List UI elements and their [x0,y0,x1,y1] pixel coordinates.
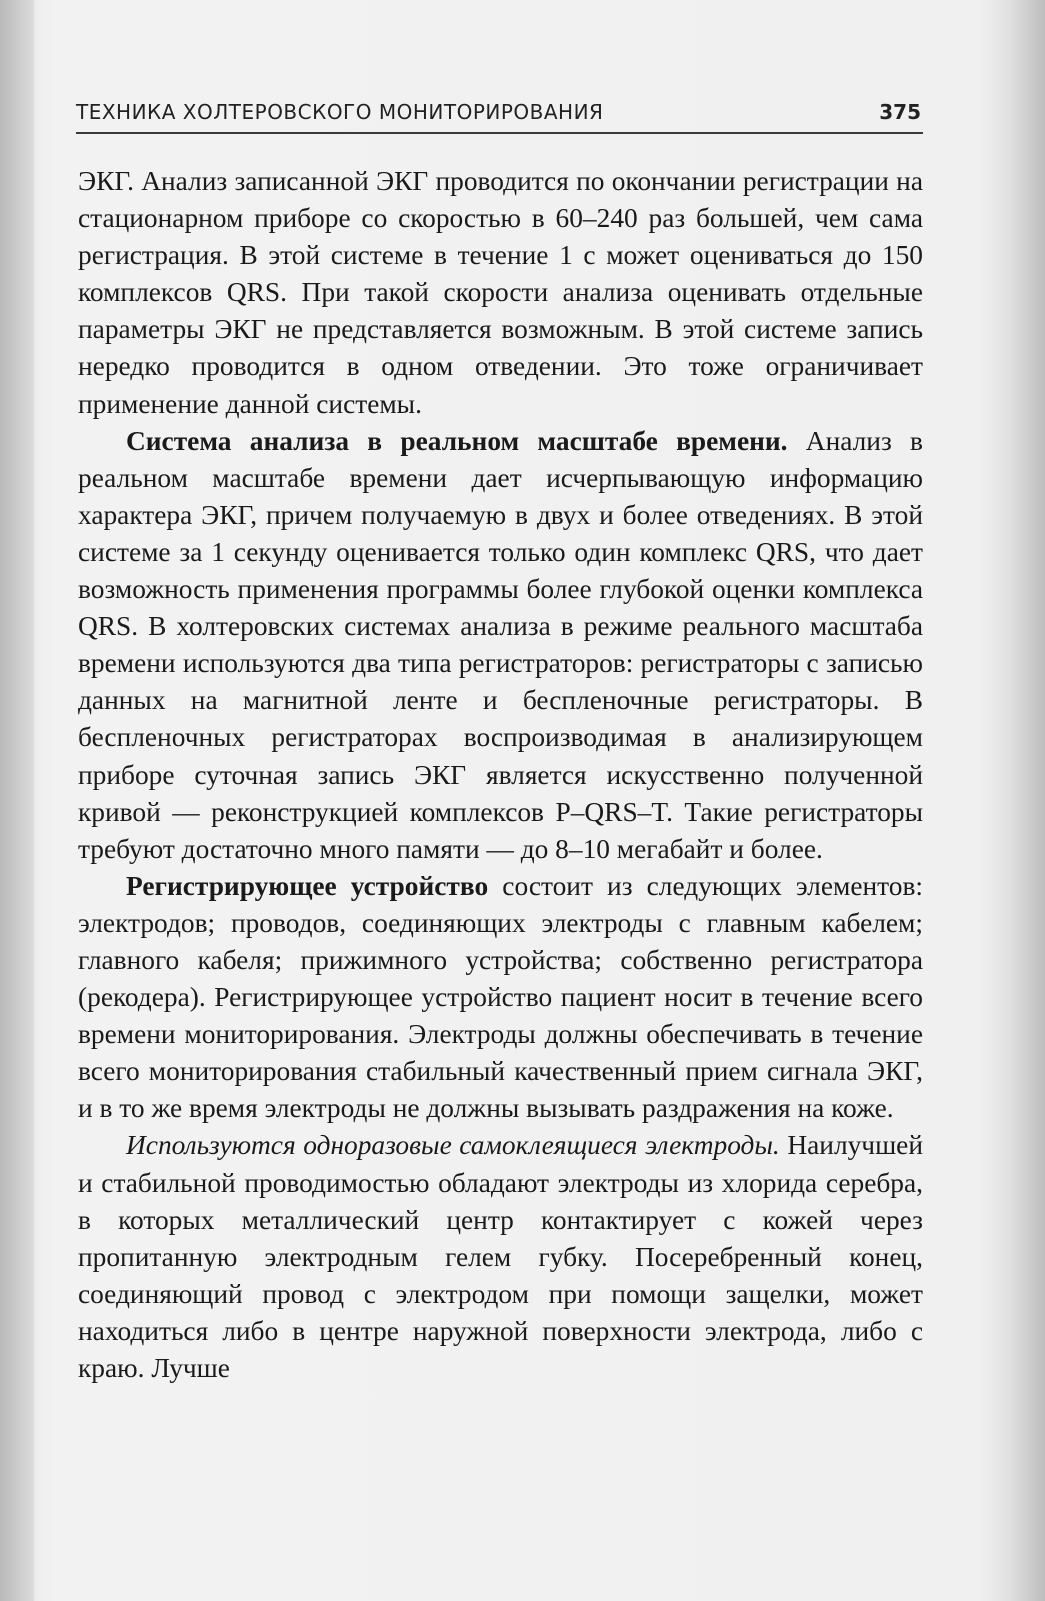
paragraph-4 [78,1127,923,1387]
paragraph-2-lead: Система анализа в реальном масштабе времени. [126,425,788,456]
paragraph-3-lead: Регистрирующее устройство [126,870,489,901]
paragraph-2 [78,423,923,868]
running-header [76,98,923,134]
page-number: 375 [879,100,921,124]
paragraph-4-text: Наилучшей и стабильной проводимостью обладают электроды из хлорида серебра, в которых металлический центр контактирует с кожей через пропитанную электродным гелем губку. Посеребренный конец, соединяющий провод с электродом при помощи защелки, может находиться либо в центре наружной поверхности электрода, либо с краю. Лучше [78,1130,923,1383]
body-text [78,163,923,1387]
running-header-title: ТЕХНИКА ХОЛТЕРОВСКОГО МОНИТОРИРОВАНИЯ [76,100,604,124]
paragraph-1-text: ЭКГ. Анализ записанной ЭКГ проводится по окончании регистрации на стационарном приборе со скоростью в 60–240 раз большей, чем сама регистрация. В этой системе в течение 1 с может оцениваться до 150 комплексов QRS. При такой скорости анализа оценивать отдельные параметры ЭКГ не представляется возможным. В этой системе запись нередко проводится в одном отведении. Это тоже ограничивает применение данной системы. [78,166,923,419]
paragraph-3-text: состоит из следующих элементов: электродов; проводов, соединяющих электроды с главным кабелем; главного кабеля; прижимного устройства; собственно регистратора (рекодера). Регистрирующее устройство пациент носит в течение всего времени мониторирования. Электроды должны обеспечивать в течение всего мониторирования стабильный качественный прием сигнала ЭКГ, и в то же время электроды не должны вызывать раздражения на коже. [78,870,923,1124]
page-gutter-shadow [0,0,34,1601]
paragraph-1 [78,163,923,423]
paragraph-4-lead: Используются одноразовые самоклеящиеся электроды. [126,1130,780,1161]
paragraph-3 [78,868,923,1128]
paragraph-2-text: Анализ в реальном масштабе времени дает исчерпывающую информацию характера ЭКГ, причем получаемую в двух и более отведениях. В этой системе за 1 секунду оценивается только один комплекс QRS, что дает возможность применения программы более глубокой оценки комплекса QRS. В холтеровских системах анализа в режиме реального масштаба времени используются два типа регистраторов: регистраторы с записью данных на магнитной ленте и беспленочные регистраторы. В беспленочных регистраторах воспроизводимая в анализирующем приборе суточная запись ЭКГ является искусственно полученной кривой — реконструкцией комплексов P–QRS–T. Такие регистраторы требуют достаточно много памяти — до 8–10 мегабайт и более. [78,425,923,864]
